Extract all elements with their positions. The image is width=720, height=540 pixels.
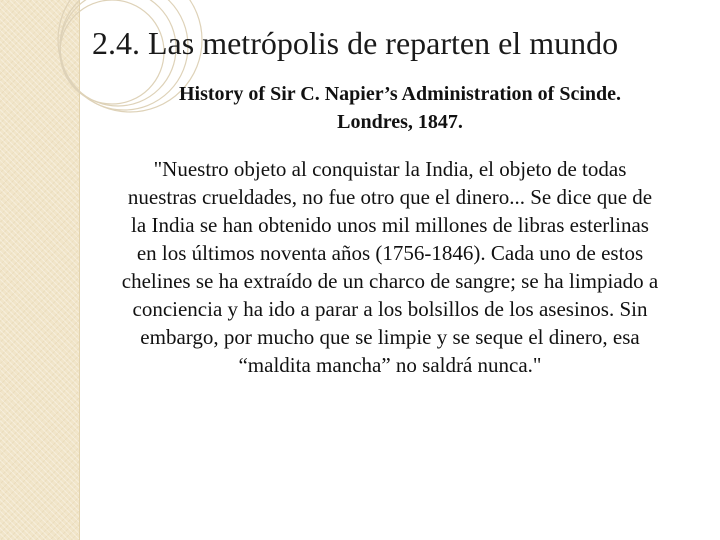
citation-line-book: History of Sir C. Napier’s Administration of Scinde. [178, 83, 622, 105]
decorative-side-panel [0, 0, 80, 540]
quote-line: chelines se ha extraído de un charco de sangre; se ha limpiado a [121, 269, 659, 293]
quote-line: “maldita mancha” no saldrá nunca." [238, 353, 542, 377]
slide-title: 2.4. Las metrópolis de reparten el mundo [92, 25, 619, 61]
quote-line: en los últimos noventa años (1756-1846). Cada uno de estos [136, 241, 644, 265]
quote-line: la India se han obtenido unos mil millones de libras esterlinas [131, 213, 649, 237]
quote-line: nuestras crueldades, no fue otro que el dinero... Se dice que de [127, 185, 653, 209]
quote-line: embargo, por mucho que se limpie y se seque el dinero, esa [140, 325, 640, 349]
citation-line-place-year: Londres, 1847. [337, 111, 463, 133]
quote-block [82, 155, 698, 379]
quote-line: conciencia y ha ido a parar a los bolsillos de los asesinos. Sin [132, 297, 648, 321]
quote-line: "Nuestro objeto al conquistar la India, el objeto de todas [153, 157, 627, 181]
source-citation [80, 80, 720, 136]
